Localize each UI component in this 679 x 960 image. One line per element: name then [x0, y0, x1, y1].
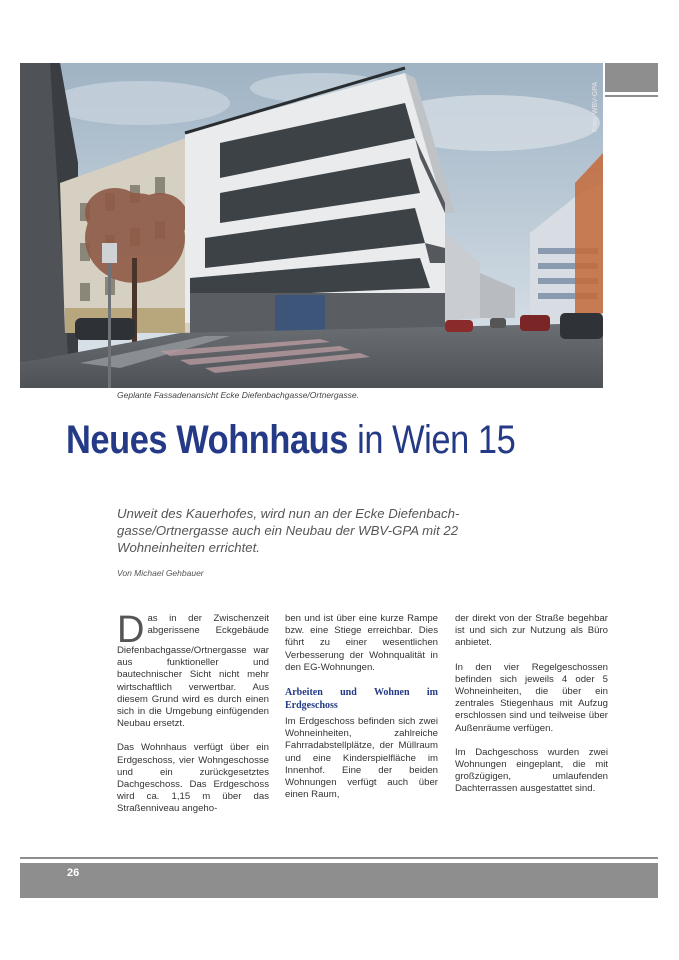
paragraph: In den vier Regelgeschossen befinden sich jeweils 4 oder 5 Wohneinheiten, die über ein zentrales Stiegenhaus mit Aufzug erschlossen sind und teilweise über Außenräume verfügen.: [455, 661, 608, 734]
paragraph-text: as in der Zwischenzeit abgerissene Eckgebäude Diefenbachgasse/Ortnergasse war aus funktioneller und bautechnischer Sicht nicht mehr wirtschaftlich verwertbar. Aus diesem Grund wird es durch einen sich in die Umgebung einfügenden Neubau ersetzt.: [117, 613, 269, 730]
title-light: in Wien 15: [347, 418, 516, 462]
photo-credit: Foto: WBV-GPA: [592, 81, 599, 132]
section-subheading: Arbeiten und Wohnen im Erdgeschoss: [285, 687, 438, 712]
paragraph: der direkt von der Straße begehbar ist und sich zur Nutzung als Büro anbietet.: [455, 613, 608, 649]
text-column-2: [285, 613, 438, 813]
text-column-3: [455, 613, 608, 808]
paragraph: ben und ist über eine kurze Rampe bzw. eine Stiege erreichbar. Dies führt zu einer wesentlichen Verbesserung der Wohnqualität in den EG-Wohnungen.: [285, 613, 438, 673]
page-number: 26: [67, 867, 80, 879]
text-column-1: [117, 609, 269, 828]
paragraph: Im Dachgeschoss wurden zwei Wohnungen eingeplant, die mit großzügigen, umlaufenden Dachterrassen ausgestattet sind.: [455, 746, 608, 795]
paragraph: Im Erdgeschoss befinden sich zwei Wohneinheiten, zahlreiche Fahrradabstellplätze, der Müllraum und eine Kinderspielfläche im Innenhof. Eine der beiden Wohnungen verfügt auch über einen Raum,: [285, 716, 438, 801]
building-rendering: [20, 63, 603, 388]
article-byline: Von Michael Gehbauer: [117, 568, 204, 578]
article-title: [66, 420, 515, 460]
paragraph: Das Wohnhaus verfügt über ein Erdgeschoss, vier Wohngeschosse und ein zurückgesetztes Dachgeschoss. Das Erdgeschoss wird ca. 1,15 m über das Straßenniveau angeho-: [117, 742, 269, 815]
article-lead: Unweit des Kauerhofes, wird nun an der Ecke Diefenbach-gasse/Ortnergasse auch ein Neubau der WBV-GPA mit 22 Wohneinheiten errichtet.: [117, 506, 460, 555]
building-photo: [20, 63, 603, 388]
title-bold: Neues Wohnhaus: [66, 418, 348, 462]
photo-caption: Geplante Fassadenansicht Ecke Diefenbachgasse/Ortnergasse.: [117, 390, 359, 400]
header-tab-rule: [605, 95, 658, 97]
paragraph: [117, 609, 269, 730]
footer-rule: [20, 857, 658, 859]
drop-cap: D: [117, 609, 145, 651]
footer-bar: [20, 863, 658, 898]
header-tab: [605, 63, 658, 92]
